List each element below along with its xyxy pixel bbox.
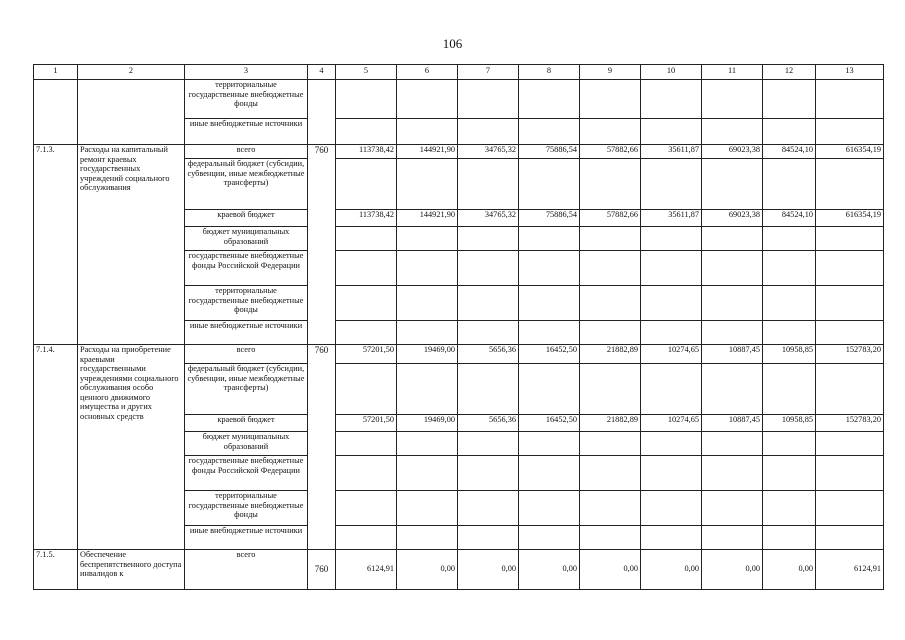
value-cell: 84524,10 — [763, 210, 816, 227]
col-header: 7 — [458, 65, 519, 80]
value-cell — [702, 286, 763, 321]
value-cell — [763, 286, 816, 321]
col-header: 10 — [641, 65, 702, 80]
value-cell — [458, 286, 519, 321]
budget-code: 760 — [308, 145, 336, 345]
col-header: 5 — [336, 65, 397, 80]
value-cell — [519, 159, 580, 210]
value-cell — [580, 159, 641, 210]
col-header: 13 — [816, 65, 884, 80]
value-cell — [816, 286, 884, 321]
value-cell — [458, 119, 519, 145]
value-cell — [458, 526, 519, 550]
value-cell — [816, 456, 884, 491]
value-cell: 34765,32 — [458, 145, 519, 159]
col-header: 4 — [308, 65, 336, 80]
value-cell — [580, 119, 641, 145]
value-cell — [458, 159, 519, 210]
row-index-cell — [34, 80, 78, 145]
value-cell — [336, 456, 397, 491]
value-cell: 113738,42 — [336, 210, 397, 227]
value-cell — [458, 432, 519, 456]
value-cell: 10887,45 — [702, 345, 763, 364]
value-cell — [519, 321, 580, 345]
value-cell — [816, 119, 884, 145]
value-cell — [580, 251, 641, 286]
value-cell — [763, 321, 816, 345]
value-cell — [519, 80, 580, 119]
value-cell — [580, 491, 641, 526]
value-cell — [580, 321, 641, 345]
value-cell — [763, 251, 816, 286]
value-cell: 0,00 — [458, 550, 519, 590]
funding-source: краевой бюджет — [185, 210, 308, 227]
value-cell: 57201,50 — [336, 415, 397, 432]
value-cell — [519, 526, 580, 550]
value-cell: 57201,50 — [336, 345, 397, 364]
value-cell — [763, 80, 816, 119]
value-cell: 0,00 — [641, 550, 702, 590]
value-cell — [397, 432, 458, 456]
value-cell — [397, 119, 458, 145]
value-cell — [702, 251, 763, 286]
value-cell: 75886,54 — [519, 145, 580, 159]
value-cell — [580, 80, 641, 119]
value-cell — [397, 321, 458, 345]
funding-source: территориальные государственные внебюджетные фонды — [185, 80, 308, 119]
value-cell: 0,00 — [580, 550, 641, 590]
value-cell: 19469,00 — [397, 415, 458, 432]
value-cell — [336, 80, 397, 119]
value-cell — [702, 80, 763, 119]
value-cell: 19469,00 — [397, 345, 458, 364]
value-cell: 113738,42 — [336, 145, 397, 159]
value-cell — [519, 364, 580, 415]
funding-source: территориальные государственные внебюджетные фонды — [185, 286, 308, 321]
page-number: 106 — [442, 36, 463, 51]
value-cell — [519, 251, 580, 286]
funding-source: иные внебюджетные источники — [185, 526, 308, 550]
value-cell — [336, 159, 397, 210]
row-index: 7.1.3. — [34, 145, 78, 345]
value-cell — [397, 227, 458, 251]
value-cell: 144921,90 — [397, 145, 458, 159]
value-cell — [336, 119, 397, 145]
value-cell: 57882,66 — [580, 145, 641, 159]
value-cell — [397, 159, 458, 210]
value-cell — [816, 251, 884, 286]
value-cell — [702, 491, 763, 526]
value-cell — [519, 119, 580, 145]
funding-source: всего — [185, 550, 308, 590]
value-cell: 0,00 — [763, 550, 816, 590]
value-cell: 5656,36 — [458, 345, 519, 364]
value-cell: 152783,20 — [816, 415, 884, 432]
row-name-cell — [78, 80, 185, 145]
value-cell: 84524,10 — [763, 145, 816, 159]
value-cell — [458, 227, 519, 251]
funding-source: бюджет муниципальных образований — [185, 227, 308, 251]
value-cell — [641, 456, 702, 491]
value-cell: 16452,50 — [519, 345, 580, 364]
value-cell — [397, 80, 458, 119]
value-cell: 69023,38 — [702, 145, 763, 159]
value-cell: 5656,36 — [458, 415, 519, 432]
value-cell: 21882,89 — [580, 415, 641, 432]
value-cell — [702, 159, 763, 210]
value-cell: 10274,65 — [641, 415, 702, 432]
value-cell — [336, 321, 397, 345]
value-cell: 6124,91 — [816, 550, 884, 590]
value-cell — [702, 432, 763, 456]
col-header: 9 — [580, 65, 641, 80]
value-cell: 35611,87 — [641, 210, 702, 227]
value-cell — [458, 80, 519, 119]
value-cell — [458, 491, 519, 526]
value-cell — [816, 80, 884, 119]
value-cell: 616354,19 — [816, 145, 884, 159]
value-cell: 152783,20 — [816, 345, 884, 364]
value-cell — [336, 432, 397, 456]
value-cell — [519, 432, 580, 456]
value-cell — [763, 526, 816, 550]
value-cell — [702, 526, 763, 550]
table-row — [34, 345, 884, 364]
value-cell: 16452,50 — [519, 415, 580, 432]
value-cell: 0,00 — [702, 550, 763, 590]
value-cell — [816, 321, 884, 345]
table-row — [34, 145, 884, 159]
value-cell — [641, 80, 702, 119]
value-cell — [580, 286, 641, 321]
col-header: 2 — [78, 65, 185, 80]
value-cell: 144921,90 — [397, 210, 458, 227]
funding-source: государственные внебюджетные фонды Российской Федерации — [185, 251, 308, 286]
value-cell — [763, 227, 816, 251]
col-header: 3 — [185, 65, 308, 80]
funding-source: федеральный бюджет (субсидии, субвенции, иные межбюджетные трансферты) — [185, 364, 308, 415]
table-row — [34, 550, 884, 590]
funding-source: всего — [185, 145, 308, 159]
value-cell: 10274,65 — [641, 345, 702, 364]
value-cell — [397, 491, 458, 526]
funding-source: бюджет муниципальных образований — [185, 432, 308, 456]
row-name: Расходы на капитальный ремонт краевых государственных учреждений социального обслуживания — [78, 145, 185, 345]
value-cell — [763, 432, 816, 456]
value-cell — [641, 432, 702, 456]
budget-code: 760 — [308, 550, 336, 590]
value-cell — [519, 456, 580, 491]
budget-table — [33, 64, 884, 590]
value-cell — [641, 364, 702, 415]
value-cell: 34765,32 — [458, 210, 519, 227]
col-header: 1 — [34, 65, 78, 80]
value-cell — [702, 227, 763, 251]
value-cell — [641, 251, 702, 286]
value-cell — [816, 364, 884, 415]
funding-source: всего — [185, 345, 308, 364]
value-cell — [816, 526, 884, 550]
value-cell — [641, 286, 702, 321]
value-cell: 0,00 — [397, 550, 458, 590]
value-cell — [580, 432, 641, 456]
value-cell — [336, 227, 397, 251]
value-cell — [519, 227, 580, 251]
value-cell: 0,00 — [519, 550, 580, 590]
row-index: 7.1.5. — [34, 550, 78, 590]
col-header: 11 — [702, 65, 763, 80]
value-cell — [458, 364, 519, 415]
value-cell — [641, 159, 702, 210]
value-cell — [580, 456, 641, 491]
value-cell — [816, 227, 884, 251]
col-header: 6 — [397, 65, 458, 80]
header-row — [34, 65, 884, 80]
value-cell — [397, 526, 458, 550]
value-cell — [458, 321, 519, 345]
value-cell: 75886,54 — [519, 210, 580, 227]
value-cell — [763, 159, 816, 210]
value-cell — [641, 491, 702, 526]
col-header: 12 — [763, 65, 816, 80]
row-name: Расходы на приобретение краевыми государственными учреждениями социального обслуживания особо ценного движимого имущества и других основных средств — [78, 345, 185, 550]
row-index: 7.1.4. — [34, 345, 78, 550]
value-cell — [397, 364, 458, 415]
value-cell: 10958,85 — [763, 415, 816, 432]
table-row — [34, 80, 884, 119]
value-cell — [816, 159, 884, 210]
value-cell: 6124,91 — [336, 550, 397, 590]
value-cell — [580, 526, 641, 550]
value-cell — [458, 456, 519, 491]
value-cell — [458, 251, 519, 286]
value-cell — [519, 491, 580, 526]
value-cell — [397, 251, 458, 286]
value-cell: 10958,85 — [763, 345, 816, 364]
value-cell: 57882,66 — [580, 210, 641, 227]
value-cell: 616354,19 — [816, 210, 884, 227]
value-cell — [763, 456, 816, 491]
value-cell — [641, 227, 702, 251]
value-cell — [702, 364, 763, 415]
value-cell: 10887,45 — [702, 415, 763, 432]
value-cell — [397, 456, 458, 491]
funding-source: федеральный бюджет (субсидии, субвенции, иные межбюджетные трансферты) — [185, 159, 308, 210]
value-cell: 69023,38 — [702, 210, 763, 227]
value-cell — [641, 526, 702, 550]
row-name: Обеспечение беспрепятственного доступа инвалидов к — [78, 550, 185, 590]
value-cell — [580, 364, 641, 415]
value-cell — [816, 432, 884, 456]
value-cell — [816, 491, 884, 526]
funding-source: государственные внебюджетные фонды Российской Федерации — [185, 456, 308, 491]
funding-source: иные внебюджетные источники — [185, 321, 308, 345]
value-cell — [580, 227, 641, 251]
value-cell — [336, 286, 397, 321]
code-cell — [308, 80, 336, 145]
value-cell — [336, 526, 397, 550]
value-cell — [336, 364, 397, 415]
funding-source: территориальные государственные внебюджетные фонды — [185, 491, 308, 526]
value-cell — [763, 491, 816, 526]
value-cell: 35611,87 — [641, 145, 702, 159]
value-cell — [519, 286, 580, 321]
value-cell — [641, 119, 702, 145]
value-cell — [702, 119, 763, 145]
value-cell — [397, 286, 458, 321]
funding-source: иные внебюджетные источники — [185, 119, 308, 145]
value-cell — [336, 491, 397, 526]
value-cell — [702, 456, 763, 491]
value-cell — [641, 321, 702, 345]
value-cell — [336, 251, 397, 286]
value-cell — [702, 321, 763, 345]
col-header: 8 — [519, 65, 580, 80]
funding-source: краевой бюджет — [185, 415, 308, 432]
value-cell — [763, 119, 816, 145]
value-cell — [763, 364, 816, 415]
value-cell: 21882,89 — [580, 345, 641, 364]
budget-code: 760 — [308, 345, 336, 550]
